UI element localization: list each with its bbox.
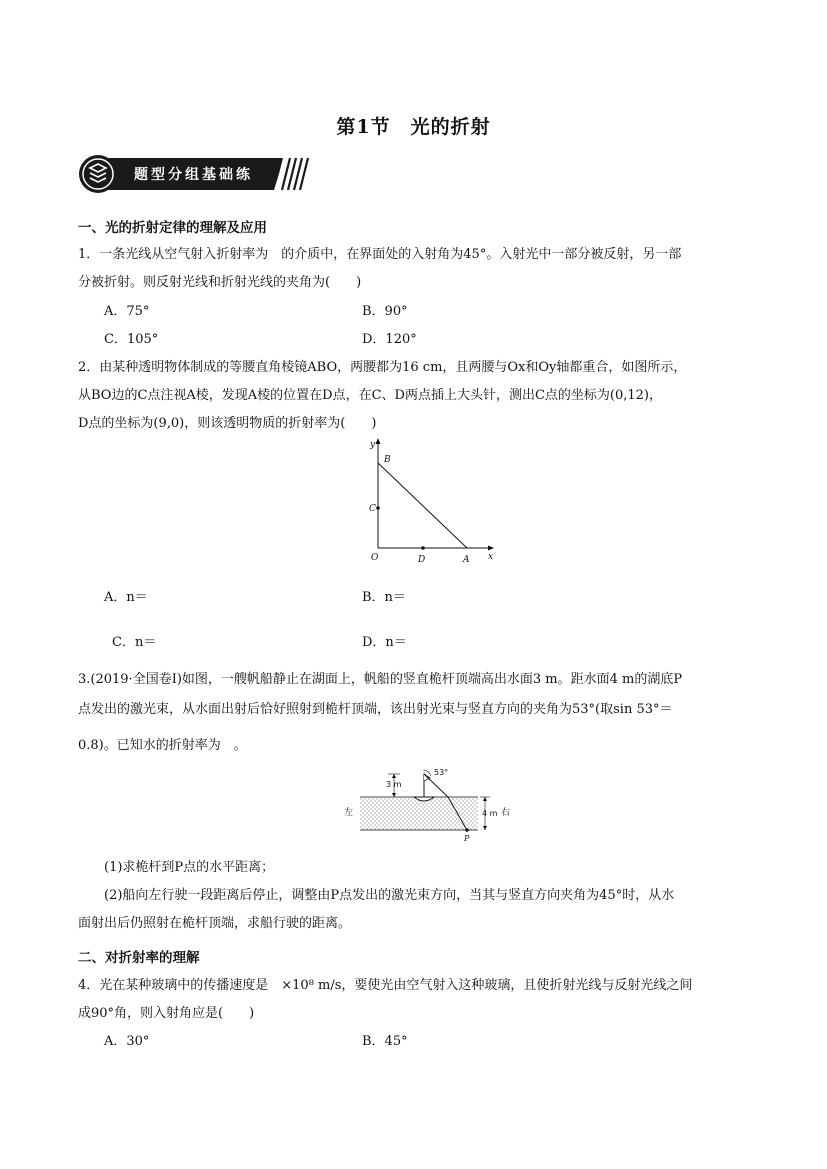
q2-line-2: 从BO边的C点注视A棱，发现A棱的位置在D点，在C、D两点插上大头针，测出C点的坐标为(0,12)， bbox=[78, 388, 663, 403]
q3-sailboat-figure bbox=[340, 766, 520, 844]
label-o: O bbox=[371, 553, 379, 563]
q3-sub-1: (1)求桅杆到P点的水平距离； bbox=[104, 860, 275, 875]
label-a: A bbox=[463, 555, 470, 565]
q4-option-b: B．45° bbox=[362, 1034, 408, 1049]
section-heading-1: 一、光的折射定律的理解及应用 bbox=[78, 220, 267, 236]
label-d: D bbox=[418, 555, 426, 565]
q2-option-b: B．n＝ bbox=[362, 590, 406, 605]
q1-option-d: D．120° bbox=[362, 332, 417, 347]
q2-line-1: 2．由某种透明物体制成的等腰直角棱镜ABO，两腰都为16 cm，且两腰与Ox和Oy轴都重合，如图所示， bbox=[78, 360, 687, 375]
q3-sub-2-line-1: (2)船向左行驶一段距离后停止，调整由P点发出的激光束方向，当其与竖直方向夹角为45°时，从水 bbox=[104, 888, 675, 903]
water-region bbox=[360, 797, 478, 830]
label-c: C bbox=[369, 504, 376, 514]
page-title: 第1节 光的折射 bbox=[336, 116, 491, 138]
section-heading-2: 二、对折射率的理解 bbox=[78, 950, 200, 966]
label-p: P bbox=[464, 834, 470, 843]
q3-line-1: 3.(2019·全国卷Ⅰ)如图，一艘帆船静止在湖面上，帆船的竖直桅杆顶端高出水面3 m。距水面4 m的湖底P bbox=[78, 672, 683, 687]
point-p bbox=[465, 828, 469, 832]
q2-prism-figure bbox=[362, 436, 502, 570]
y-axis-arrow bbox=[376, 438, 381, 444]
hypotenuse-ba bbox=[378, 463, 467, 548]
q4-option-a: A．30° bbox=[104, 1034, 150, 1049]
q3-line-2: 点发出的激光束，从水面出射后恰好照射到桅杆顶端，该出射光束与竖直方向的夹角为53°(取sin 53°＝ bbox=[78, 702, 673, 717]
q2-option-a: A．n＝ bbox=[104, 590, 148, 605]
q2-line-3: D点的坐标为(9,0)，则该透明物质的折射率为( ) bbox=[78, 416, 377, 431]
point-d bbox=[421, 546, 425, 550]
label-4m: 4 m bbox=[482, 809, 498, 818]
label-53deg: 53° bbox=[434, 768, 449, 777]
q3-line-3: 0.8)。已知水的折射率为 。 bbox=[78, 738, 247, 753]
q1-option-b: B．90° bbox=[362, 304, 408, 319]
q1-line-1: 1．一条光线从空气射入折射率为 的介质中，在界面处的入射角为45°。入射光中一部分被反射，另一部 bbox=[78, 247, 682, 262]
q4-line-2: 成90°角，则入射角应是( ) bbox=[78, 1006, 255, 1021]
point-c bbox=[376, 506, 380, 510]
q4-line-1: 4．光在某种玻璃中的传播速度是 ×10⁸ m/s，要使光由空气射入这种玻璃，且使折射光线与反射光线之间 bbox=[78, 978, 693, 993]
q2-option-d: D．n＝ bbox=[362, 635, 407, 650]
q3-sub-2-line-2: 面射出后仍照射在桅杆顶端，求船行驶的距离。 bbox=[78, 916, 352, 931]
label-b: B bbox=[384, 455, 391, 465]
label-y: y bbox=[370, 440, 376, 450]
q1-option-c: C．105° bbox=[104, 332, 159, 347]
q1-option-a: A．75° bbox=[104, 304, 150, 319]
label-x: x bbox=[488, 552, 494, 562]
banner-label: 题型分组基础练 bbox=[134, 167, 253, 183]
x-axis-arrow bbox=[488, 546, 494, 551]
q1-line-2: 分被折射。则反射光线和折射光线的夹角为( ) bbox=[78, 275, 362, 290]
section-banner bbox=[78, 154, 310, 194]
q2-option-c: C．n＝ bbox=[112, 635, 157, 650]
label-3m: 3 m bbox=[386, 780, 402, 789]
label-right: 右 bbox=[501, 808, 511, 818]
label-left: 左 bbox=[344, 808, 354, 818]
